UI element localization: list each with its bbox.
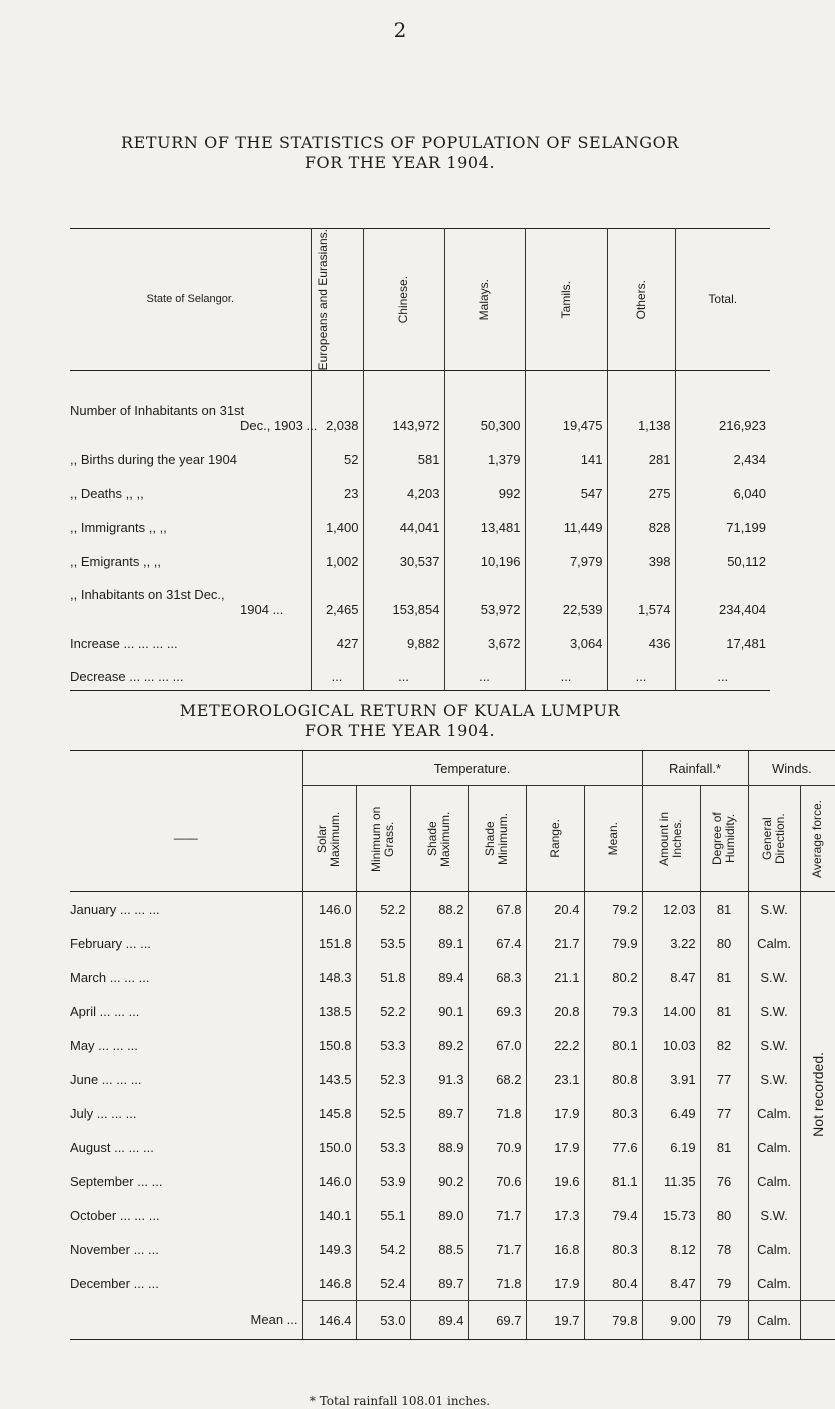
population-cell: 50,300 (444, 371, 525, 439)
met-row (70, 892, 835, 927)
met-cell: 89.7 (410, 1266, 468, 1301)
met-cell: Calm. (748, 1096, 800, 1130)
group-temperature: Temperature. (302, 751, 642, 786)
population-row (70, 575, 770, 623)
met-row (70, 1028, 835, 1062)
population-row (70, 439, 770, 473)
met-cell: 17.9 (526, 1096, 584, 1130)
met-cell: S.W. (748, 1198, 800, 1232)
population-cell: 3,672 (444, 623, 525, 657)
met-cell: 146.0 (302, 892, 356, 927)
not-recorded-text: Not recorded. (809, 1052, 826, 1137)
met-cell: 90.2 (410, 1164, 468, 1198)
met-cell: 80.4 (584, 1266, 642, 1301)
population-cell: 23 (311, 473, 363, 507)
population-cell: 581 (363, 439, 444, 473)
met-cell: 6.49 (642, 1096, 700, 1130)
met-cell: 77 (700, 1062, 748, 1096)
population-cell: ... (675, 657, 770, 691)
population-row (70, 507, 770, 541)
met-cell: 53.9 (356, 1164, 410, 1198)
met-cell: 6.19 (642, 1130, 700, 1164)
not-recorded-cell (800, 892, 835, 1301)
met-cell: Calm. (748, 1130, 800, 1164)
population-cell: ... (607, 657, 675, 691)
met-cell: 79.3 (584, 994, 642, 1028)
met-cell: 52.2 (356, 892, 410, 927)
header-total: Total. (675, 229, 770, 371)
group-rainfall: Rainfall.* (642, 751, 748, 786)
population-cell: 141 (525, 439, 607, 473)
met-cell: 77.6 (584, 1130, 642, 1164)
met-cell: 79 (700, 1266, 748, 1301)
population-cell: 30,537 (363, 541, 444, 575)
met-mean-cell: 146.4 (302, 1301, 356, 1340)
met-row (70, 1130, 835, 1164)
met-corner (70, 751, 302, 786)
met-mean-row (70, 1301, 835, 1340)
row-label-line2: Dec., 1903 ... (240, 417, 318, 433)
met-month-label: March ... ... ... (70, 969, 150, 985)
header-malays: Malays. (444, 229, 525, 371)
page-number: 2 (393, 18, 407, 42)
population-row-label (70, 507, 311, 541)
header-state: State of Selangor. (70, 229, 311, 371)
met-cell: 53.5 (356, 926, 410, 960)
population-cell: 4,203 (363, 473, 444, 507)
met-month-label: February ... ... (70, 935, 151, 951)
met-mean-cell: 79.8 (584, 1301, 642, 1340)
met-cell: 20.4 (526, 892, 584, 927)
met-cell: 67.4 (468, 926, 526, 960)
header-europeans: Europeans and Eurasians. (311, 229, 363, 371)
population-row-label (70, 623, 311, 657)
population-row-label (70, 657, 311, 691)
population-cell: 1,574 (607, 575, 675, 623)
met-cell: Calm. (748, 926, 800, 960)
population-cell: 2,038 (311, 371, 363, 439)
met-month-label: May ... ... ... (70, 1037, 138, 1053)
met-cell: 79.9 (584, 926, 642, 960)
met-cell: 151.8 (302, 926, 356, 960)
sub-average-force: Average force. (800, 786, 835, 892)
met-cell: 77 (700, 1096, 748, 1130)
met-cell: 88.9 (410, 1130, 468, 1164)
met-cell: 80.3 (584, 1096, 642, 1130)
met-cell: 148.3 (302, 960, 356, 994)
population-cell: ... (525, 657, 607, 691)
population-cell: 11,449 (525, 507, 607, 541)
header-tamils: Tamils. (525, 229, 607, 371)
met-cell: 89.4 (410, 960, 468, 994)
population-row-label (70, 371, 318, 439)
met-cell: 22.2 (526, 1028, 584, 1062)
met-cell: 11.35 (642, 1164, 700, 1198)
population-row (70, 473, 770, 507)
met-mean-empty (800, 1301, 835, 1340)
met-cell: S.W. (748, 960, 800, 994)
met-cell: Calm. (748, 1266, 800, 1301)
population-cell: ... (363, 657, 444, 691)
met-cell: 76 (700, 1164, 748, 1198)
population-cell: 50,112 (675, 541, 770, 575)
population-cell: 7,979 (525, 541, 607, 575)
met-cell: S.W. (748, 1028, 800, 1062)
met-cell: 88.5 (410, 1232, 468, 1266)
population-cell: 19,475 (525, 371, 607, 439)
met-dash-cell: —— (70, 786, 302, 892)
population-cell: 153,854 (363, 575, 444, 623)
population-cell: 52 (311, 439, 363, 473)
sub-degree-of-humidity: Degree of Humidity. (700, 786, 748, 892)
met-cell: 138.5 (302, 994, 356, 1028)
population-row (70, 371, 770, 439)
met-cell: 71.8 (468, 1266, 526, 1301)
met-cell: Calm. (748, 1232, 800, 1266)
met-month-label: January ... ... ... (70, 901, 160, 917)
met-cell: 79.4 (584, 1198, 642, 1232)
met-cell: 80.8 (584, 1062, 642, 1096)
sub-range: Range. (526, 786, 584, 892)
met-cell: 81.1 (584, 1164, 642, 1198)
met-row (70, 960, 835, 994)
group-winds: Winds. (748, 751, 835, 786)
population-cell: ... (444, 657, 525, 691)
met-row (70, 1198, 835, 1232)
met-mean-label: Mean ... (70, 1301, 302, 1340)
met-mean-cell: 69.7 (468, 1301, 526, 1340)
met-cell: 81 (700, 892, 748, 927)
met-cell: 89.0 (410, 1198, 468, 1232)
sub-shade-maximum: Shade Maximum. (410, 786, 468, 892)
sub-shade-minimum: Shade Minimum. (468, 786, 526, 892)
met-cell: S.W. (748, 1062, 800, 1096)
met-cell: 54.2 (356, 1232, 410, 1266)
met-cell: 146.8 (302, 1266, 356, 1301)
met-cell: 21.7 (526, 926, 584, 960)
met-cell: 8.12 (642, 1232, 700, 1266)
met-cell: 145.8 (302, 1096, 356, 1130)
met-month-label: November ... ... (70, 1241, 159, 1257)
met-cell: 52.5 (356, 1096, 410, 1130)
met-cell: 70.6 (468, 1164, 526, 1198)
met-cell: 71.7 (468, 1232, 526, 1266)
row-label-line1: ,, Births during the year 1904 (70, 451, 237, 467)
met-cell: 12.03 (642, 892, 700, 927)
met-cell: 19.6 (526, 1164, 584, 1198)
met-cell: 14.00 (642, 994, 700, 1028)
met-cell: 71.8 (468, 1096, 526, 1130)
population-cell: 2,465 (311, 575, 363, 623)
met-cell: 67.0 (468, 1028, 526, 1062)
met-cell: 80.2 (584, 960, 642, 994)
population-row-label (70, 575, 311, 623)
met-cell: 149.3 (302, 1232, 356, 1266)
met-cell: 91.3 (410, 1062, 468, 1096)
met-cell: 89.2 (410, 1028, 468, 1062)
sub-mean: Mean. (584, 786, 642, 892)
met-cell: 3.91 (642, 1062, 700, 1096)
met-cell: 52.3 (356, 1062, 410, 1096)
population-row (70, 541, 770, 575)
row-label-line1: ,, Inhabitants on 31st Dec., (70, 586, 225, 602)
met-cell: 21.1 (526, 960, 584, 994)
met-cell: 52.2 (356, 994, 410, 1028)
met-cell: 140.1 (302, 1198, 356, 1232)
sub-solar-maximum: Solar Maximum. (302, 786, 356, 892)
population-cell: 828 (607, 507, 675, 541)
met-month-label: July ... ... ... (70, 1105, 137, 1121)
row-label-line1: Decrease ... ... ... ... (70, 669, 184, 685)
population-row-label (70, 541, 311, 575)
population-cell: 234,404 (675, 575, 770, 623)
met-cell: S.W. (748, 892, 800, 927)
population-cell: 143,972 (363, 371, 444, 439)
population-cell: 44,041 (363, 507, 444, 541)
population-cell: 71,199 (675, 507, 770, 541)
met-mean-cell: 89.4 (410, 1301, 468, 1340)
population-row-label (70, 473, 311, 507)
row-label-line2: 1904 ... (240, 601, 284, 617)
population-cell: 6,040 (675, 473, 770, 507)
met-cell: 70.9 (468, 1130, 526, 1164)
met-cell: Calm. (748, 1164, 800, 1198)
met-title-line1: METEOROLOGICAL RETURN OF KUALA LUMPUR (179, 701, 621, 720)
met-row (70, 1164, 835, 1198)
met-cell: S.W. (748, 994, 800, 1028)
population-cell: 1,138 (607, 371, 675, 439)
met-month-label: October ... ... ... (70, 1207, 160, 1223)
population-row (70, 657, 770, 691)
population-cell: 216,923 (675, 371, 770, 439)
met-cell: 53.3 (356, 1130, 410, 1164)
population-cell: 547 (525, 473, 607, 507)
met-month-label: April ... ... ... (70, 1003, 140, 1019)
population-title-line2: FOR THE YEAR 1904. (304, 153, 496, 172)
population-cell: 398 (607, 541, 675, 575)
met-mean-cell: Calm. (748, 1301, 800, 1340)
met-cell: 89.1 (410, 926, 468, 960)
met-cell: 55.1 (356, 1198, 410, 1232)
population-cell: 427 (311, 623, 363, 657)
population-row (70, 623, 770, 657)
met-row (70, 1062, 835, 1096)
met-title-line2: FOR THE YEAR 1904. (304, 721, 496, 740)
population-cell: 1,002 (311, 541, 363, 575)
met-cell: 20.8 (526, 994, 584, 1028)
header-chinese: Chinese. (363, 229, 444, 371)
met-cell: 80 (700, 926, 748, 960)
population-cell: 3,064 (525, 623, 607, 657)
met-cell: 88.2 (410, 892, 468, 927)
met-cell: 71.7 (468, 1198, 526, 1232)
population-header-row (70, 229, 770, 371)
met-cell: 150.0 (302, 1130, 356, 1164)
met-cell: 17.9 (526, 1266, 584, 1301)
population-cell: 13,481 (444, 507, 525, 541)
met-cell: 81 (700, 994, 748, 1028)
sub-minimum-on-grass: Minimum on Grass. (356, 786, 410, 892)
met-cell: 10.03 (642, 1028, 700, 1062)
met-cell: 53.3 (356, 1028, 410, 1062)
met-month-label: December ... ... (70, 1275, 159, 1291)
met-cell: 16.8 (526, 1232, 584, 1266)
met-row (70, 994, 835, 1028)
population-title (0, 133, 800, 173)
population-cell: 10,196 (444, 541, 525, 575)
meteorological-table (70, 750, 835, 1340)
met-cell: 90.1 (410, 994, 468, 1028)
met-row (70, 1096, 835, 1130)
population-cell: 281 (607, 439, 675, 473)
met-cell: 51.8 (356, 960, 410, 994)
population-cell: ... (311, 657, 363, 691)
met-cell: 81 (700, 1130, 748, 1164)
met-cell: 80.3 (584, 1232, 642, 1266)
sub-amount-in-inches: Amount in Inches. (642, 786, 700, 892)
population-row-label (70, 439, 311, 473)
met-cell: 79.2 (584, 892, 642, 927)
met-cell: 80.1 (584, 1028, 642, 1062)
header-others: Others. (607, 229, 675, 371)
population-cell: 22,539 (525, 575, 607, 623)
met-cell: 17.9 (526, 1130, 584, 1164)
met-cell: 150.8 (302, 1028, 356, 1062)
row-label-line1: ,, Deaths ,, ,, (70, 485, 144, 501)
met-cell: 89.7 (410, 1096, 468, 1130)
population-cell: 275 (607, 473, 675, 507)
met-row (70, 1232, 835, 1266)
met-row (70, 1266, 835, 1301)
met-cell: 68.2 (468, 1062, 526, 1096)
population-cell: 436 (607, 623, 675, 657)
met-cell: 67.8 (468, 892, 526, 927)
population-cell: 17,481 (675, 623, 770, 657)
met-month-label: August ... ... ... (70, 1139, 154, 1155)
population-cell: 53,972 (444, 575, 525, 623)
met-cell: 81 (700, 960, 748, 994)
met-cell: 3.22 (642, 926, 700, 960)
met-cell: 69.3 (468, 994, 526, 1028)
population-cell: 1,379 (444, 439, 525, 473)
population-cell: 1,400 (311, 507, 363, 541)
met-cell: 17.3 (526, 1198, 584, 1232)
met-row (70, 926, 835, 960)
population-title-line1: RETURN OF THE STATISTICS OF POPULATION OF SELANGOR (120, 133, 680, 152)
met-cell: 68.3 (468, 960, 526, 994)
population-table (70, 228, 770, 691)
met-month-label: June ... ... ... (70, 1071, 142, 1087)
rainfall-footnote: * Total rainfall 108.01 inches. (309, 1394, 491, 1408)
met-cell: 82 (700, 1028, 748, 1062)
population-cell: 2,434 (675, 439, 770, 473)
row-label-line1: ,, Emigrants ,, ,, (70, 553, 162, 569)
met-cell: 52.4 (356, 1266, 410, 1301)
met-month-label: September ... ... (70, 1173, 163, 1189)
met-mean-cell: 9.00 (642, 1301, 700, 1340)
population-cell: 992 (444, 473, 525, 507)
row-label-line1: Increase ... ... ... ... (70, 635, 178, 651)
met-cell: 15.73 (642, 1198, 700, 1232)
met-cell: 23.1 (526, 1062, 584, 1096)
row-label-line1: ,, Immigrants ,, ,, (70, 519, 167, 535)
population-cell: 9,882 (363, 623, 444, 657)
met-cell: 80 (700, 1198, 748, 1232)
met-cell: 8.47 (642, 960, 700, 994)
met-cell: 78 (700, 1232, 748, 1266)
met-mean-cell: 53.0 (356, 1301, 410, 1340)
row-label-line1: Number of Inhabitants on 31st (70, 402, 245, 418)
sub-general-direction: General Direction. (748, 786, 800, 892)
met-cell: 143.5 (302, 1062, 356, 1096)
met-cell: 8.47 (642, 1266, 700, 1301)
met-title (0, 701, 800, 741)
met-mean-cell: 19.7 (526, 1301, 584, 1340)
met-mean-cell: 79 (700, 1301, 748, 1340)
met-cell: 146.0 (302, 1164, 356, 1198)
